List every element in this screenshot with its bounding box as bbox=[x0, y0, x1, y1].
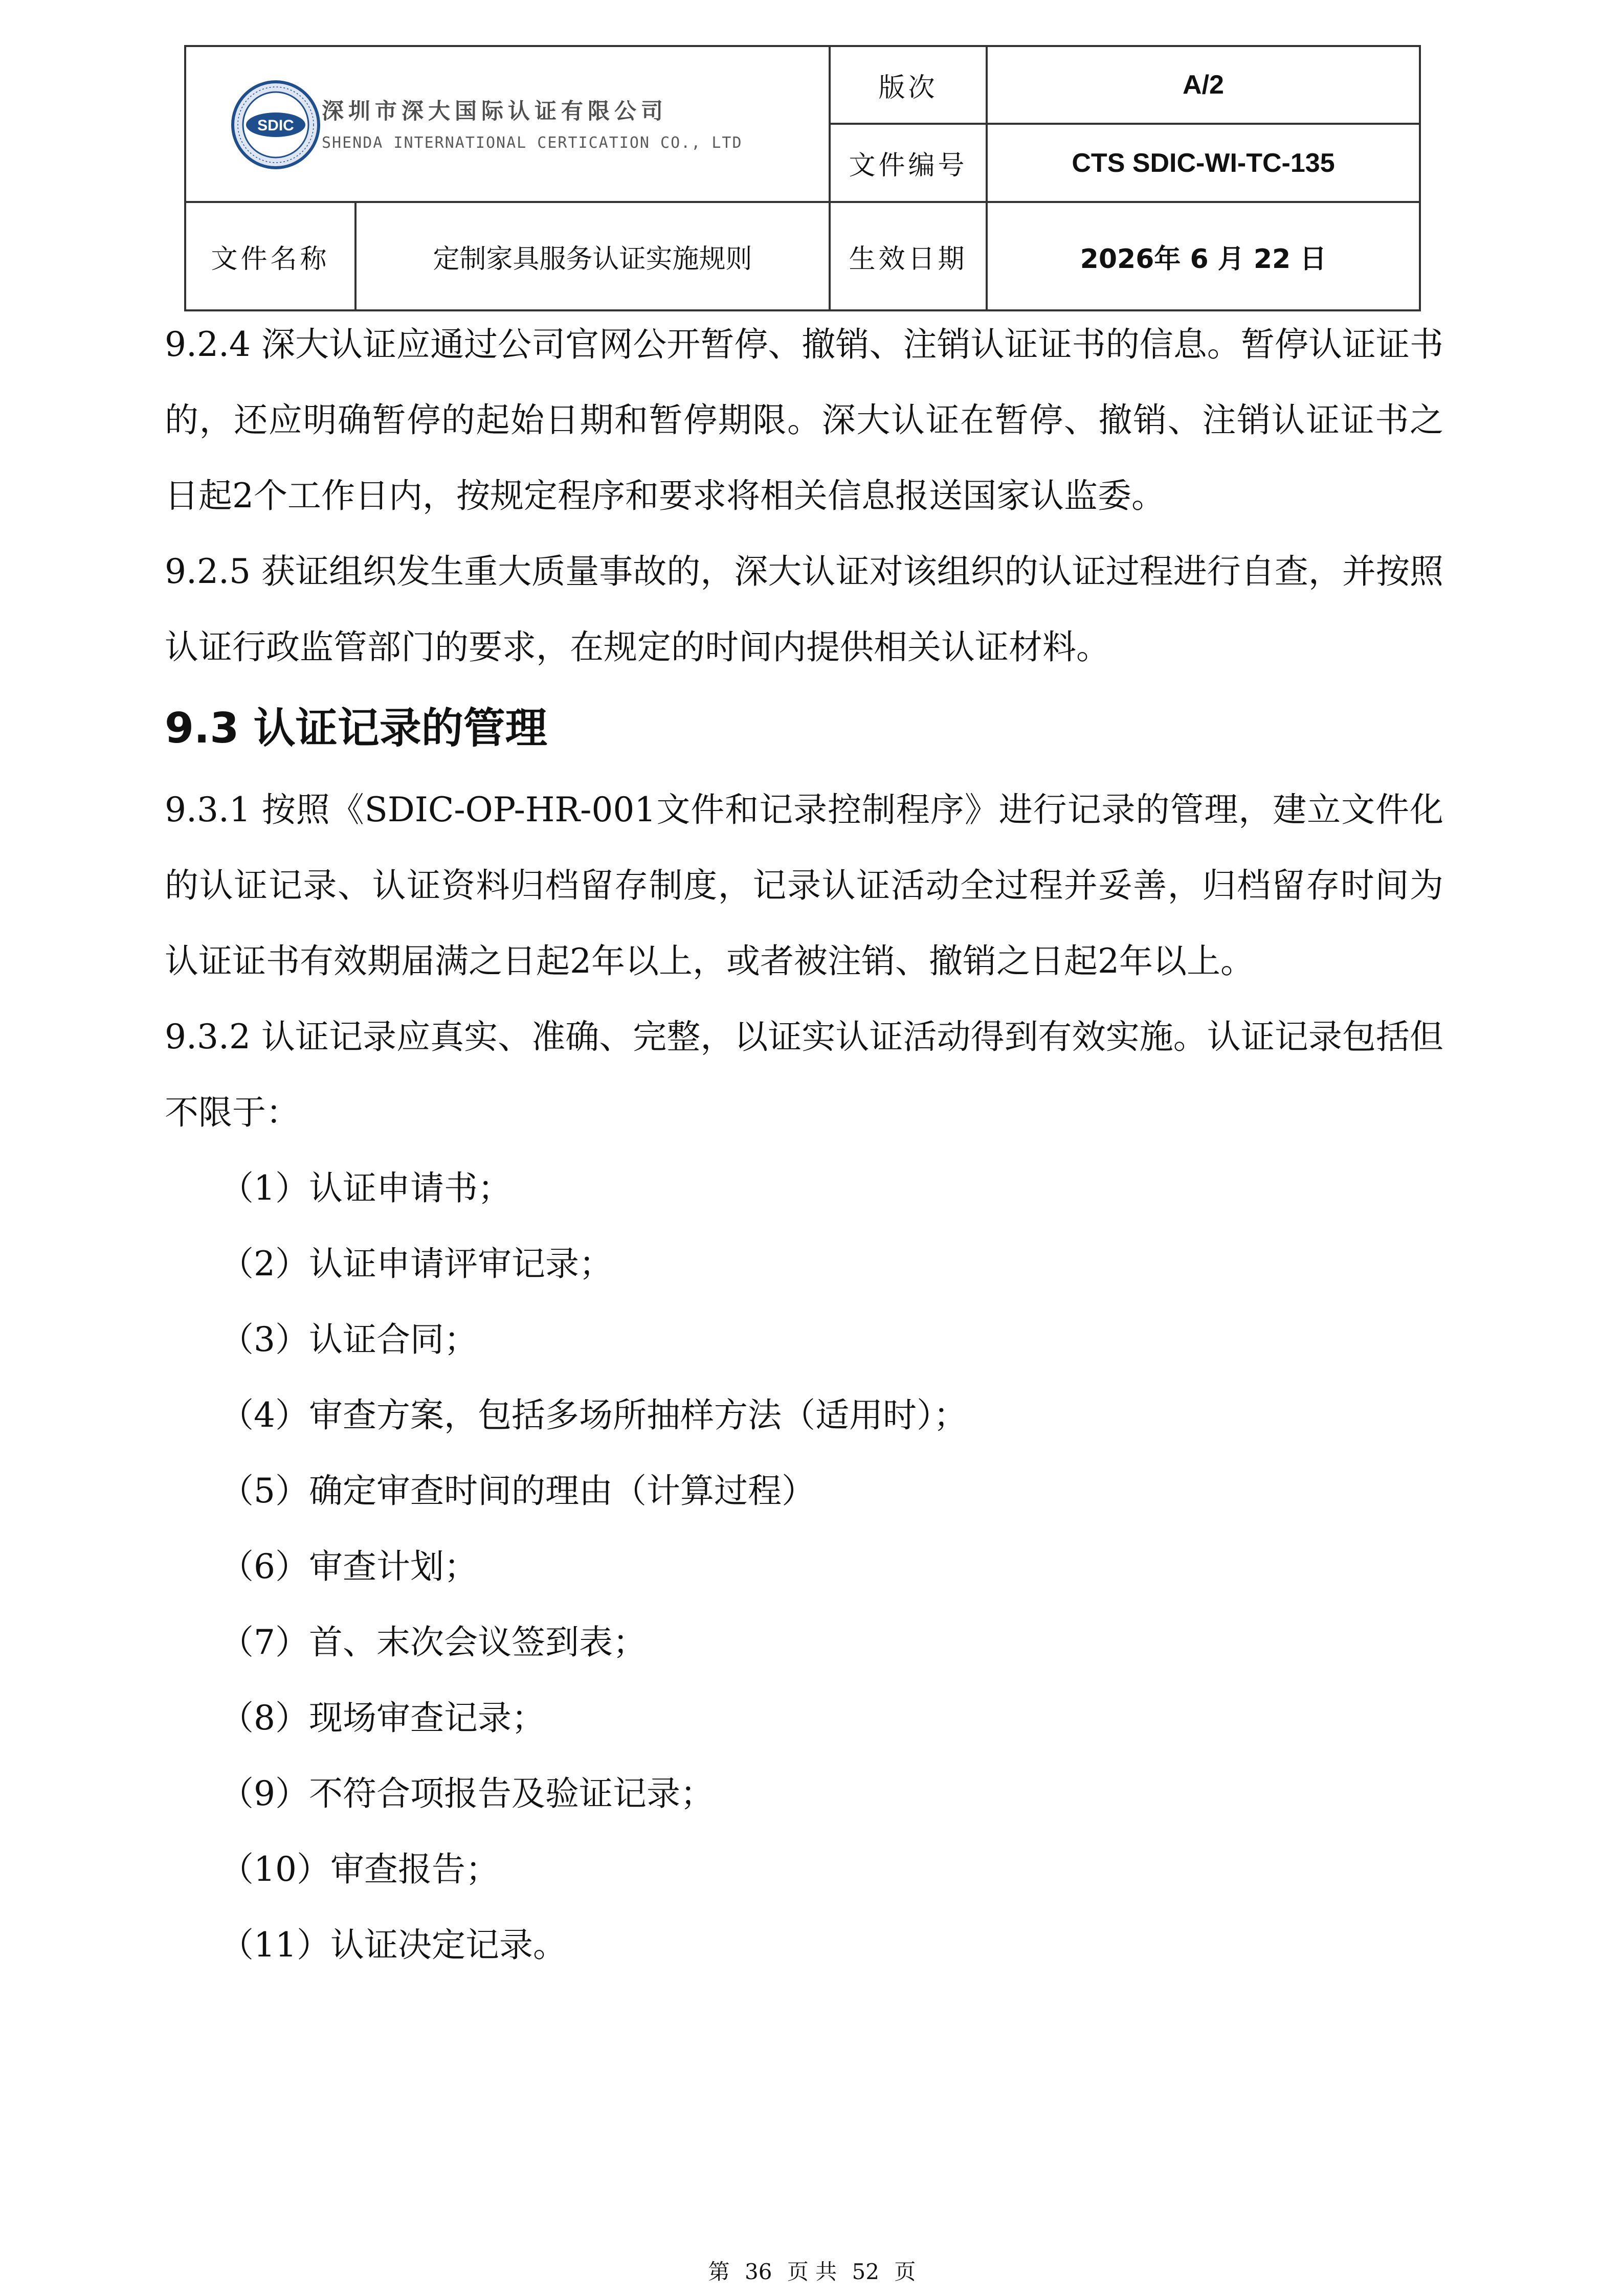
list-item: （3）认证合同； bbox=[220, 1320, 478, 1359]
paragraph-9-3-1: 9.3.1 按照《SDIC-OP-HR-001文件和记录控制程序》进行记录的管理，建立文件化的认证记录、认证资料归档留存制度，记录认证活动全过程并妥善，归档留存时间为认证证书有效期届满之日起2年以上，或者被注销、撤销之日起2年以上。 bbox=[165, 790, 1443, 981]
company-name-cn: 深圳市深大国际认证有限公司 bbox=[322, 99, 668, 124]
footer-prefix: 第 bbox=[708, 2259, 730, 2284]
company-name-en: SHENDA INTERNATIONAL CERTICATION CO., LTD bbox=[322, 134, 743, 152]
list-item: （10）审查报告； bbox=[220, 1850, 499, 1889]
company-logo bbox=[230, 79, 792, 181]
footer-middle: 页 共 bbox=[787, 2259, 837, 2284]
list-item: （7）首、末次会议签到表； bbox=[220, 1623, 647, 1662]
effective-date-value: 2026年 6 月 22 日 bbox=[987, 202, 1420, 310]
total-pages: 52 bbox=[852, 2259, 879, 2284]
paragraph-9-2-4: 9.2.4 深大认证应通过公司官网公开暂停、撤销、注销认证证书的信息。暂停认证证书的，还应明确暂停的起始日期和暂停期限。深大认证在暂停、撤销、注销认证证书之日起2个工作日内，按规定程序和要求将相关信息报送国家认监委。 bbox=[165, 325, 1443, 515]
version-value: A/2 bbox=[987, 46, 1420, 124]
doc-number-value: CTS SDIC-WI-TC-135 bbox=[987, 124, 1420, 202]
list-item: （11）认证决定记录。 bbox=[220, 1925, 567, 1965]
list-item: （4）审查方案，包括多场所抽样方法（适用时）； bbox=[220, 1395, 967, 1435]
paragraph-9-2-5: 9.2.5 获证组织发生重大质量事故的，深大认证对该组织的认证过程进行自查，并按照认证行政监管部门的要求，在规定的时间内提供相关认证材料。 bbox=[165, 552, 1443, 667]
page-footer bbox=[0, 2255, 1624, 2286]
list-item: （2）认证申请评审记录； bbox=[220, 1244, 613, 1284]
document-header-table bbox=[184, 45, 1421, 311]
list-item: （5）确定审查时间的理由（计算过程） bbox=[220, 1471, 815, 1511]
footer-suffix: 页 bbox=[894, 2259, 916, 2284]
file-name-value: 定制家具服务认证实施规则 bbox=[355, 202, 830, 310]
list-item: （8）现场审查记录； bbox=[220, 1698, 545, 1738]
version-label: 版次 bbox=[830, 46, 987, 124]
document-body bbox=[165, 307, 1443, 1983]
list-item: （9）不符合项报告及验证记录； bbox=[220, 1774, 714, 1813]
list-item: （6）审查计划； bbox=[220, 1547, 478, 1586]
section-title-9-3: 9.3 认证记录的管理 bbox=[165, 704, 547, 753]
list-item: （1）认证申请书； bbox=[220, 1168, 511, 1208]
doc-number-label: 文件编号 bbox=[830, 124, 987, 202]
sdic-seal-icon bbox=[230, 79, 322, 171]
effective-date-label: 生效日期 bbox=[830, 202, 987, 310]
paragraph-9-3-2: 9.3.2 认证记录应真实、准确、完整，以证实认证活动得到有效实施。认证记录包括但不限于： bbox=[165, 1017, 1443, 1132]
svg-text:SDIC: SDIC bbox=[257, 117, 294, 134]
file-name-label: 文件名称 bbox=[185, 202, 355, 310]
company-logo-cell bbox=[185, 46, 830, 202]
records-list bbox=[165, 1151, 1443, 1983]
page-number: 36 bbox=[745, 2259, 772, 2284]
